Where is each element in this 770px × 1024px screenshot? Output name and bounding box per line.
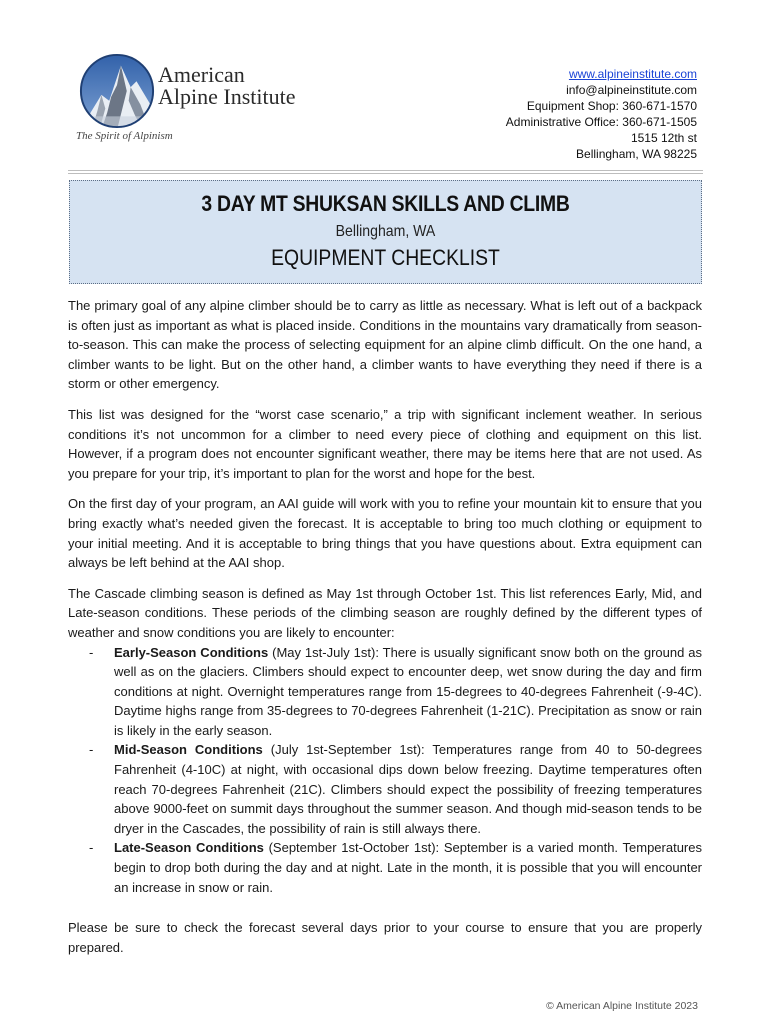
paragraph-first-day: On the first day of your program, an AAI guide will work with you to refine your mountain kit to ensure that you bring exactly what’s needed given the forecast. It is acceptable to bring too much clothing or equipment to your initial meeting. And it is acceptable to bring things that you have questions about. Extra equipment can always be left behind at the AAI shop.	[68, 496, 702, 571]
list-dash: -	[89, 742, 94, 758]
copyright-footer: © American Alpine Institute 2023	[546, 1000, 698, 1012]
list-dash: -	[89, 840, 94, 856]
website-link[interactable]: www.alpineinstitute.com	[568, 67, 697, 81]
list-dash: -	[89, 644, 94, 660]
aai-logo	[70, 50, 310, 145]
list-item	[68, 740, 702, 838]
contact-info	[506, 66, 697, 162]
shop-phone: Equipment Shop: 360-671-1570	[526, 99, 697, 113]
season-list	[68, 643, 702, 898]
header-divider-secondary	[68, 173, 703, 174]
logo-wordmark	[158, 64, 295, 108]
paragraph-closing: Please be sure to check the forecast several days prior to your course to ensure that you are properly prepared.	[68, 920, 702, 955]
mountain-logo-icon	[78, 52, 156, 130]
header-divider	[68, 170, 703, 171]
logo-tagline: The Spirit of Alpinism	[76, 130, 173, 142]
page-subtitle: EQUIPMENT CHECKLIST	[271, 245, 500, 270]
list-item	[68, 643, 702, 741]
logo-name-line2: Alpine Institute	[158, 84, 296, 109]
season-label: Early-Season Conditions	[114, 644, 269, 660]
city-address: Bellingham, WA 98225	[576, 147, 697, 161]
paragraph-worst-case: This list was designed for the “worst case scenario,” a trip with significant inclement weather. In serious conditions it’s not uncommon for a climber to need every piece of clothing and equipment on this list. However, if a program does not encounter significant weather, there may be items here that are not used. As you prepare for your trip, it’s important to plan for the worst and hope for the best.	[68, 406, 702, 481]
street-address: 1515 12th st	[630, 131, 697, 145]
paragraph-season-definition: The Cascade climbing season is defined as May 1st through October 1st. This list references Early, Mid, and Late-season conditions. These periods of the climbing season are roughly defined by the different types of weather and snow conditions you are likely to encounter:	[68, 585, 702, 640]
logo-name-line1: American	[158, 62, 245, 87]
page-title: 3 DAY MT SHUKSAN SKILLS AND CLIMB	[201, 191, 570, 216]
season-description: (May 1st-July 1st): There is usually significant snow both on the ground as well as on the glaciers. Climbers should expect to encounter deep, wet snow during the day and firm conditions at night. Overnight temperatures range from 15-degrees to 40-degrees Fahrenheit (-9-4C). Daytime highs range from 35-degrees to 70-degrees Fahrenheit (1-21C). Precipitation as snow or rain is likely in the early season.	[114, 644, 702, 738]
season-description: (July 1st-September 1st): Temperatures range from 40 to 50-degrees Fahrenheit (4-10C) at night, with occasional dips down below freezing. Daytime temperatures often reach 70-degrees Fahrenheit (21C). Climbers should expect the possibility of freezing temperatures above 9000-feet on summit days throughout the summer season. And though mid-season tends to be dryer in the Cascades, the possibility of rain is still always there.	[114, 742, 702, 836]
list-item	[68, 838, 702, 897]
paragraph-intro: The primary goal of any alpine climber should be to carry as little as necessary. What is left out of a backpack is often just as important as what is placed inside. Conditions in the mountains vary dramatically from season-to-season. This can make the process of selecting equipment for an alpine climb difficult. On the one hand, a climber wants to be light. But on the other hand, a climber wants to have everything they need if there is a storm or other emergency.	[68, 298, 702, 392]
season-description: (September 1st-October 1st): September is a varied month. Temperatures begin to drop both during the day and at night. Late in the month, it is possible that you will encounter an increase in snow or rain.	[114, 840, 702, 895]
office-phone: Administrative Office: 360-671-1505	[505, 115, 697, 129]
title-banner	[69, 180, 702, 284]
season-label: Late-Season Conditions	[114, 840, 264, 856]
season-label: Mid-Season Conditions	[114, 742, 263, 758]
email-text: info@alpineinstitute.com	[566, 83, 697, 97]
page-location: Bellingham, WA	[335, 223, 436, 240]
document-body	[68, 296, 702, 968]
